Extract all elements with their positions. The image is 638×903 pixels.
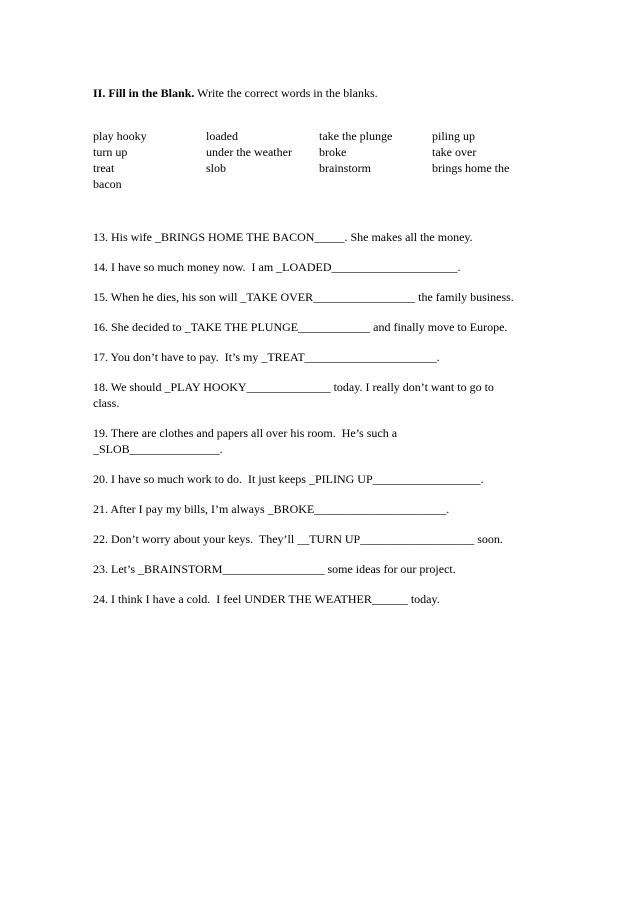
word-bank-row <box>93 160 553 176</box>
word-bank-item: brings home the <box>432 161 510 175</box>
word-bank-item: loaded <box>206 129 238 143</box>
word-bank-item: play hooky <box>93 129 147 143</box>
question-item <box>93 229 543 245</box>
question-item <box>93 561 543 577</box>
question-item <box>93 425 543 457</box>
section-heading <box>93 86 378 101</box>
question-item <box>93 471 543 487</box>
question-item <box>93 501 543 517</box>
question-text-continued: _SLOB_______________. <box>93 442 223 456</box>
word-bank <box>93 128 553 192</box>
word-bank-item: brainstorm <box>319 161 371 175</box>
question-text: 21. After I pay my bills, I’m always _BROKE______________________. <box>93 502 450 516</box>
question-item <box>93 289 543 305</box>
question-item <box>93 591 543 607</box>
word-bank-item: bacon <box>93 177 122 191</box>
question-text: 19. There are clothes and papers all over his room. He’s such a <box>93 426 398 440</box>
word-bank-item: slob <box>206 161 227 175</box>
question-text: 24. I think I have a cold. I feel UNDER THE WEATHER______ today. <box>93 592 440 606</box>
question-text: 17. You don’t have to pay. It’s my _TREAT______________________. <box>93 350 440 364</box>
section-instruction: Write the correct words in the blanks. <box>194 86 378 100</box>
word-bank-item: take the plunge <box>319 129 393 143</box>
question-text: 20. I have so much work to do. It just keeps _PILING UP__________________. <box>93 472 484 486</box>
question-text: 13. His wife _BRINGS HOME THE BACON_____. She makes all the money. <box>93 230 473 244</box>
question-item <box>93 319 543 335</box>
question-text: 14. I have so much money now. I am _LOADED_____________________. <box>93 260 461 274</box>
question-item <box>93 259 543 275</box>
question-text: 23. Let’s _BRAINSTORM_________________ some ideas for our project. <box>93 562 456 576</box>
word-bank-row <box>93 128 553 144</box>
word-bank-item: turn up <box>93 145 128 159</box>
word-bank-item: piling up <box>432 129 476 143</box>
question-list <box>93 229 543 621</box>
section-title: II. Fill in the Blank. <box>93 86 195 100</box>
question-text-continued: class. <box>93 396 120 410</box>
question-text: 18. We should _PLAY HOOKY______________ today. I really don’t want to go to <box>93 380 494 394</box>
question-text: 15. When he dies, his son will _TAKE OVER_________________ the family business. <box>93 290 514 304</box>
question-item <box>93 379 543 411</box>
word-bank-row <box>93 144 553 160</box>
word-bank-item: treat <box>93 161 115 175</box>
question-item <box>93 349 543 365</box>
question-text: 22. Don’t worry about your keys. They’ll __TURN UP___________________ soon. <box>93 532 503 546</box>
question-item <box>93 531 543 547</box>
word-bank-item: take over <box>432 145 477 159</box>
word-bank-item: broke <box>319 145 347 159</box>
word-bank-item: under the weather <box>206 145 292 159</box>
word-bank-row <box>93 176 553 192</box>
question-text: 16. She decided to _TAKE THE PLUNGE____________ and finally move to Europe. <box>93 320 508 334</box>
